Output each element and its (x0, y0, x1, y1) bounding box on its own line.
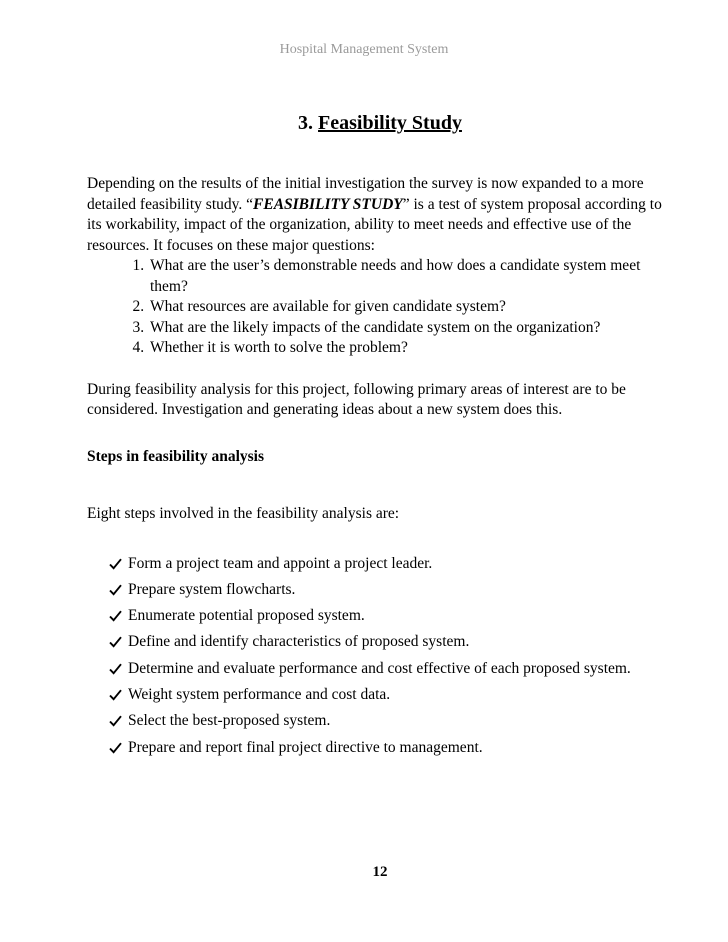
step-item (108, 682, 667, 708)
analysis-paragraph: During feasibility analysis for this project, following primary areas of interest are to be considered. Investigation and generating ideas about a new system does this. (87, 380, 626, 418)
step-item (108, 551, 667, 577)
step-item (108, 735, 667, 761)
steps-list (87, 551, 667, 761)
checkmark-icon (108, 708, 124, 734)
section-title (0, 112, 728, 135)
intro-text-start: Depending on the results of the initial investigation the survey is now expanded to a more detailed feasibility study. “ (87, 175, 644, 213)
question-item: 1. What are the user’s demonstrable needs and how does a candidate system meet them? (148, 256, 667, 297)
step-text: Enumerate potential proposed system. (128, 607, 365, 625)
step-text: Determine and evaluate performance and cost effective of each proposed system. (128, 659, 631, 677)
intro-paragraph (87, 174, 667, 256)
page-header: Hospital Management System (279, 42, 449, 57)
step-text: Define and identify characteristics of proposed system. (128, 633, 470, 651)
intro-text-end: ” is a test of system proposal according to its workability, impact of the organization, ability to meet needs and effective use of the resources. It focuses on these major questions: (87, 195, 662, 254)
document-body (87, 174, 667, 761)
checkmark-icon (108, 577, 124, 603)
checkmark-icon (108, 551, 124, 577)
step-text: Prepare and report final project directive to management. (128, 738, 483, 756)
checkmark-icon (108, 656, 124, 682)
step-item (108, 577, 667, 603)
question-item: 2. What resources are available for given candidate system? (148, 297, 667, 318)
feasibility-study-emphasis: FEASIBILITY STUDY (253, 195, 403, 213)
section-title-text: Feasibility Study (318, 112, 462, 134)
step-text: Weight system performance and cost data. (128, 685, 391, 703)
questions-list (87, 256, 667, 359)
question-item: 4. Whether it is worth to solve the problem? (148, 338, 667, 359)
step-item (108, 656, 667, 682)
step-item (108, 603, 667, 629)
step-item (108, 708, 667, 734)
section-number: 3. (298, 112, 314, 134)
step-text: Form a project team and appoint a project leader. (128, 554, 433, 572)
step-text: Prepare system flowcharts. (128, 580, 296, 598)
checkmark-icon (108, 603, 124, 629)
question-item: 3. What are the likely impacts of the candidate system on the organization? (148, 318, 667, 339)
checkmark-icon (108, 682, 124, 708)
page-number: 12 (372, 864, 388, 880)
steps-heading: Steps in feasibility analysis (87, 447, 264, 465)
checkmark-icon (108, 629, 124, 655)
checkmark-icon (108, 735, 124, 761)
step-text: Select the best-proposed system. (128, 712, 331, 730)
step-item (108, 629, 667, 655)
steps-intro: Eight steps involved in the feasibility analysis are: (87, 505, 400, 522)
